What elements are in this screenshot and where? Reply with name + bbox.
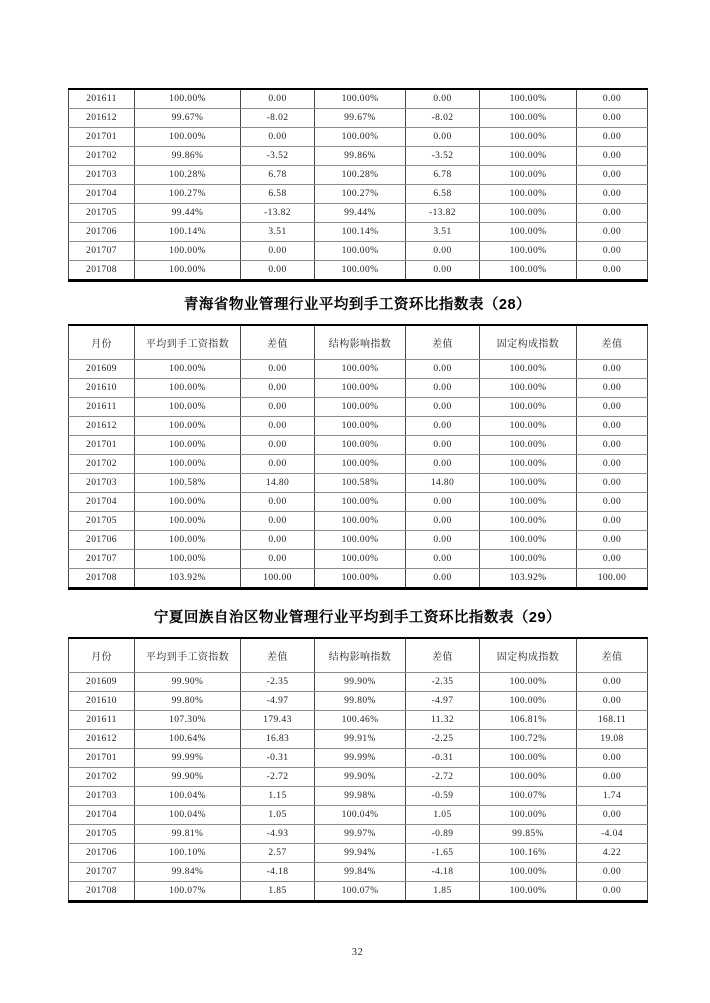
value-cell: 0.00 <box>241 531 315 550</box>
value-cell: 100.00 <box>577 569 648 589</box>
value-cell: 100.00% <box>480 128 577 147</box>
value-cell: 1.85 <box>406 882 480 902</box>
table-row <box>69 493 648 512</box>
column-header: 差值 <box>241 325 315 360</box>
table-row <box>69 242 648 261</box>
value-cell: 100.00% <box>480 550 577 569</box>
ningxia-table-title: 宁夏回族自治区物业管理行业平均到手工资环比指数表（29） <box>153 610 562 626</box>
value-cell: -8.02 <box>241 109 315 128</box>
value-cell: 14.80 <box>241 474 315 493</box>
value-cell: 103.92% <box>480 569 577 589</box>
month-cell: 201701 <box>69 749 135 768</box>
month-cell: 201611 <box>69 398 135 417</box>
value-cell: 0.00 <box>406 360 480 379</box>
month-cell: 201706 <box>69 531 135 550</box>
value-cell: 0.00 <box>406 512 480 531</box>
column-header: 结构影响指数 <box>315 638 406 673</box>
value-cell: 99.91% <box>315 730 406 749</box>
value-cell: 0.00 <box>406 242 480 261</box>
month-cell: 201704 <box>69 493 135 512</box>
month-cell: 201703 <box>69 474 135 493</box>
month-cell: 201610 <box>69 379 135 398</box>
month-cell: 201707 <box>69 550 135 569</box>
value-cell: -1.65 <box>406 844 480 863</box>
month-cell: 201609 <box>69 360 135 379</box>
value-cell: 100.00% <box>135 261 241 281</box>
value-cell: -2.35 <box>241 673 315 692</box>
table-row <box>69 474 648 493</box>
value-cell: 0.00 <box>241 512 315 531</box>
value-cell: 100.07% <box>480 787 577 806</box>
value-cell: 100.27% <box>135 185 241 204</box>
value-cell: 103.92% <box>135 569 241 589</box>
value-cell: 100.00% <box>315 417 406 436</box>
value-cell: 0.00 <box>577 512 648 531</box>
value-cell: 99.90% <box>135 768 241 787</box>
value-cell: 100.00% <box>315 242 406 261</box>
value-cell: 0.00 <box>406 493 480 512</box>
column-header: 差值 <box>577 638 648 673</box>
value-cell: 6.58 <box>406 185 480 204</box>
value-cell: 1.05 <box>406 806 480 825</box>
table-row <box>69 806 648 825</box>
value-cell: 100.00% <box>135 493 241 512</box>
value-cell: 100.00% <box>480 417 577 436</box>
value-cell: 3.51 <box>406 223 480 242</box>
value-cell: 99.67% <box>135 109 241 128</box>
value-cell: 100.58% <box>135 474 241 493</box>
month-cell: 201609 <box>69 673 135 692</box>
value-cell: 100.00% <box>480 166 577 185</box>
value-cell: 100.00% <box>135 550 241 569</box>
value-cell: 99.90% <box>135 673 241 692</box>
value-cell: 100.00% <box>135 531 241 550</box>
value-cell: 100.00% <box>480 109 577 128</box>
value-cell: 0.00 <box>406 417 480 436</box>
value-cell: 0.00 <box>577 360 648 379</box>
value-cell: 0.00 <box>577 147 648 166</box>
value-cell: 0.00 <box>406 261 480 281</box>
table-row <box>69 768 648 787</box>
value-cell: 100.28% <box>315 166 406 185</box>
value-cell: 100.00% <box>480 261 577 281</box>
value-cell: 100.00% <box>480 806 577 825</box>
value-cell: 100.00% <box>480 749 577 768</box>
value-cell: 100.00% <box>480 673 577 692</box>
value-cell: 0.00 <box>241 379 315 398</box>
month-cell: 201708 <box>69 569 135 589</box>
table-row <box>69 749 648 768</box>
value-cell: 0.00 <box>577 673 648 692</box>
table-row <box>69 569 648 589</box>
table-row <box>69 673 648 692</box>
value-cell: 0.00 <box>241 398 315 417</box>
value-cell: 16.83 <box>241 730 315 749</box>
page-content <box>68 0 647 958</box>
value-cell: -13.82 <box>241 204 315 223</box>
value-cell: 0.00 <box>406 569 480 589</box>
month-cell: 201708 <box>69 261 135 281</box>
value-cell: 100.64% <box>135 730 241 749</box>
month-cell: 201611 <box>69 711 135 730</box>
value-cell: 100.00% <box>135 89 241 109</box>
value-cell: 99.90% <box>315 768 406 787</box>
value-cell: 100.00% <box>480 882 577 902</box>
value-cell: 100.00% <box>480 185 577 204</box>
value-cell: 0.00 <box>577 493 648 512</box>
value-cell: 6.58 <box>241 185 315 204</box>
table-row <box>69 223 648 242</box>
table-row <box>69 89 648 109</box>
value-cell: 100.00% <box>480 223 577 242</box>
table-row <box>69 787 648 806</box>
value-cell: 0.00 <box>577 417 648 436</box>
value-cell: 100.00% <box>315 493 406 512</box>
month-cell: 201705 <box>69 512 135 531</box>
value-cell: 100.00% <box>315 379 406 398</box>
value-cell: 100.27% <box>315 185 406 204</box>
value-cell: 179.43 <box>241 711 315 730</box>
value-cell: 1.74 <box>577 787 648 806</box>
table-row <box>69 512 648 531</box>
month-cell: 201612 <box>69 109 135 128</box>
month-cell: 201612 <box>69 417 135 436</box>
value-cell: -3.52 <box>241 147 315 166</box>
value-cell: 100.00% <box>315 531 406 550</box>
value-cell: 100.07% <box>135 882 241 902</box>
value-cell: -4.93 <box>241 825 315 844</box>
value-cell: 100.58% <box>315 474 406 493</box>
value-cell: 107.30% <box>135 711 241 730</box>
value-cell: 0.00 <box>241 261 315 281</box>
value-cell: 100.72% <box>480 730 577 749</box>
value-cell: 100.00% <box>315 455 406 474</box>
value-cell: 0.00 <box>577 474 648 493</box>
column-header: 平均到手工资指数 <box>135 638 241 673</box>
value-cell: 99.99% <box>135 749 241 768</box>
value-cell: 0.00 <box>577 379 648 398</box>
value-cell: 100.28% <box>135 166 241 185</box>
value-cell: 100.46% <box>315 711 406 730</box>
value-cell: 0.00 <box>406 128 480 147</box>
value-cell: 0.00 <box>241 360 315 379</box>
value-cell: 100.00% <box>480 360 577 379</box>
value-cell: 99.97% <box>315 825 406 844</box>
value-cell: 0.00 <box>406 398 480 417</box>
value-cell: 100.00% <box>135 398 241 417</box>
value-cell: 0.00 <box>577 455 648 474</box>
value-cell: 100.00% <box>135 417 241 436</box>
month-cell: 201705 <box>69 204 135 223</box>
value-cell: 0.00 <box>577 166 648 185</box>
value-cell: -8.02 <box>406 109 480 128</box>
value-cell: 100.00% <box>135 455 241 474</box>
value-cell: 0.00 <box>577 109 648 128</box>
month-cell: 201708 <box>69 882 135 902</box>
value-cell: 106.81% <box>480 711 577 730</box>
value-cell: 0.00 <box>241 550 315 569</box>
value-cell: 1.15 <box>241 787 315 806</box>
value-cell: 1.05 <box>241 806 315 825</box>
table-row <box>69 455 648 474</box>
value-cell: 100.04% <box>315 806 406 825</box>
value-cell: 0.00 <box>241 128 315 147</box>
value-cell: -13.82 <box>406 204 480 223</box>
month-cell: 201706 <box>69 844 135 863</box>
month-cell: 201701 <box>69 128 135 147</box>
value-cell: 100.00% <box>480 436 577 455</box>
value-cell: 100.14% <box>135 223 241 242</box>
value-cell: 0.00 <box>406 531 480 550</box>
month-cell: 201706 <box>69 223 135 242</box>
table-row <box>69 185 648 204</box>
month-cell: 201702 <box>69 455 135 474</box>
column-header: 平均到手工资指数 <box>135 325 241 360</box>
month-cell: 201704 <box>69 185 135 204</box>
value-cell: -0.31 <box>406 749 480 768</box>
value-cell: -4.18 <box>241 863 315 882</box>
value-cell: 0.00 <box>241 436 315 455</box>
value-cell: 99.84% <box>315 863 406 882</box>
value-cell: 100.00% <box>480 242 577 261</box>
value-cell: 99.80% <box>135 692 241 711</box>
table-row <box>69 379 648 398</box>
value-cell: 99.99% <box>315 749 406 768</box>
value-cell: 100.00% <box>135 242 241 261</box>
value-cell: 0.00 <box>577 806 648 825</box>
table-row <box>69 398 648 417</box>
table-row <box>69 882 648 902</box>
value-cell: 1.85 <box>241 882 315 902</box>
column-header: 结构影响指数 <box>315 325 406 360</box>
value-cell: 100.00% <box>480 493 577 512</box>
value-cell: 100.00% <box>135 128 241 147</box>
value-cell: 100.00% <box>315 261 406 281</box>
value-cell: 99.81% <box>135 825 241 844</box>
table-header-row <box>69 325 648 360</box>
month-cell: 201703 <box>69 787 135 806</box>
month-cell: 201704 <box>69 806 135 825</box>
table-row <box>69 147 648 166</box>
value-cell: 100.00% <box>480 692 577 711</box>
value-cell: 100.00% <box>480 768 577 787</box>
table-row <box>69 109 648 128</box>
column-header: 差值 <box>406 325 480 360</box>
value-cell: 100.04% <box>135 806 241 825</box>
value-cell: 100.00% <box>480 531 577 550</box>
value-cell: 99.98% <box>315 787 406 806</box>
table-row <box>69 711 648 730</box>
value-cell: 0.00 <box>241 242 315 261</box>
value-cell: -2.72 <box>241 768 315 787</box>
value-cell: 0.00 <box>577 531 648 550</box>
column-header: 月份 <box>69 638 135 673</box>
value-cell: -4.18 <box>406 863 480 882</box>
value-cell: 0.00 <box>577 398 648 417</box>
table-row <box>69 531 648 550</box>
value-cell: 100.00% <box>315 569 406 589</box>
value-cell: 0.00 <box>241 89 315 109</box>
value-cell: 0.00 <box>406 379 480 398</box>
value-cell: 0.00 <box>577 261 648 281</box>
value-cell: 100.00% <box>315 360 406 379</box>
value-cell: 100.14% <box>315 223 406 242</box>
qinghai-wage-index-table <box>68 324 648 590</box>
value-cell: 0.00 <box>406 455 480 474</box>
value-cell: 0.00 <box>577 204 648 223</box>
month-cell: 201707 <box>69 863 135 882</box>
value-cell: 0.00 <box>406 436 480 455</box>
value-cell: -2.25 <box>406 730 480 749</box>
page-number: 32 <box>351 947 364 958</box>
value-cell: 100.16% <box>480 844 577 863</box>
value-cell: 100.00% <box>315 512 406 531</box>
value-cell: -4.04 <box>577 825 648 844</box>
value-cell: 99.85% <box>480 825 577 844</box>
value-cell: 0.00 <box>241 417 315 436</box>
value-cell: 99.80% <box>315 692 406 711</box>
value-cell: -4.97 <box>406 692 480 711</box>
value-cell: 0.00 <box>577 749 648 768</box>
column-header: 固定构成指数 <box>480 638 577 673</box>
value-cell: 99.44% <box>315 204 406 223</box>
table-row <box>69 825 648 844</box>
value-cell: 100.00% <box>480 512 577 531</box>
value-cell: 6.78 <box>406 166 480 185</box>
value-cell: 100.00% <box>480 455 577 474</box>
month-cell: 201611 <box>69 89 135 109</box>
value-cell: 99.44% <box>135 204 241 223</box>
value-cell: 100.00% <box>315 550 406 569</box>
month-cell: 201610 <box>69 692 135 711</box>
value-cell: 4.22 <box>577 844 648 863</box>
value-cell: 6.78 <box>241 166 315 185</box>
value-cell: 0.00 <box>241 493 315 512</box>
value-cell: 100.00% <box>135 436 241 455</box>
value-cell: 100.00% <box>480 204 577 223</box>
value-cell: 100.00% <box>135 512 241 531</box>
wage-index-table-continued <box>68 88 648 282</box>
value-cell: 11.32 <box>406 711 480 730</box>
value-cell: 0.00 <box>577 128 648 147</box>
table-row <box>69 166 648 185</box>
value-cell: 0.00 <box>577 436 648 455</box>
value-cell: 100.00% <box>315 89 406 109</box>
column-header: 差值 <box>577 325 648 360</box>
month-cell: 201701 <box>69 436 135 455</box>
table-row <box>69 730 648 749</box>
value-cell: 14.80 <box>406 474 480 493</box>
value-cell: 19.08 <box>577 730 648 749</box>
value-cell: 0.00 <box>577 692 648 711</box>
value-cell: 100.00% <box>315 436 406 455</box>
value-cell: 100.00 <box>241 569 315 589</box>
table-row <box>69 844 648 863</box>
month-cell: 201702 <box>69 768 135 787</box>
value-cell: 0.00 <box>577 242 648 261</box>
value-cell: 0.00 <box>241 455 315 474</box>
table-row <box>69 417 648 436</box>
value-cell: 100.00% <box>480 379 577 398</box>
value-cell: 168.11 <box>577 711 648 730</box>
column-header: 差值 <box>241 638 315 673</box>
value-cell: -0.59 <box>406 787 480 806</box>
table-row <box>69 436 648 455</box>
value-cell: 100.00% <box>480 89 577 109</box>
column-header: 月份 <box>69 325 135 360</box>
value-cell: 0.00 <box>577 768 648 787</box>
value-cell: 100.10% <box>135 844 241 863</box>
value-cell: 100.00% <box>480 474 577 493</box>
month-cell: 201703 <box>69 166 135 185</box>
value-cell: 99.84% <box>135 863 241 882</box>
month-cell: 201707 <box>69 242 135 261</box>
month-cell: 201705 <box>69 825 135 844</box>
value-cell: 0.00 <box>577 550 648 569</box>
table-row <box>69 128 648 147</box>
ningxia-wage-index-table <box>68 637 648 903</box>
column-header: 固定构成指数 <box>480 325 577 360</box>
value-cell: -4.97 <box>241 692 315 711</box>
value-cell: -2.72 <box>406 768 480 787</box>
value-cell: 100.04% <box>135 787 241 806</box>
qinghai-table-title: 青海省物业管理行业平均到手工资环比指数表（28） <box>183 297 532 313</box>
value-cell: 99.67% <box>315 109 406 128</box>
table-row <box>69 863 648 882</box>
value-cell: 3.51 <box>241 223 315 242</box>
value-cell: 100.00% <box>480 863 577 882</box>
value-cell: -0.89 <box>406 825 480 844</box>
month-cell: 201612 <box>69 730 135 749</box>
value-cell: 100.00% <box>135 379 241 398</box>
value-cell: 0.00 <box>577 882 648 902</box>
value-cell: 0.00 <box>406 550 480 569</box>
value-cell: 99.94% <box>315 844 406 863</box>
value-cell: 100.00% <box>480 398 577 417</box>
value-cell: 99.90% <box>315 673 406 692</box>
value-cell: 0.00 <box>406 89 480 109</box>
value-cell: 100.00% <box>135 360 241 379</box>
table-row <box>69 204 648 223</box>
table-row <box>69 360 648 379</box>
table-row <box>69 550 648 569</box>
table-row <box>69 261 648 281</box>
value-cell: 0.00 <box>577 89 648 109</box>
column-header: 差值 <box>406 638 480 673</box>
value-cell: 100.07% <box>315 882 406 902</box>
value-cell: 0.00 <box>577 185 648 204</box>
table-row <box>69 692 648 711</box>
value-cell: 100.00% <box>480 147 577 166</box>
value-cell: 0.00 <box>577 223 648 242</box>
value-cell: -0.31 <box>241 749 315 768</box>
value-cell: 100.00% <box>315 398 406 417</box>
value-cell: 100.00% <box>315 128 406 147</box>
value-cell: -3.52 <box>406 147 480 166</box>
table-header-row <box>69 638 648 673</box>
value-cell: 0.00 <box>577 863 648 882</box>
value-cell: 99.86% <box>135 147 241 166</box>
month-cell: 201702 <box>69 147 135 166</box>
value-cell: 99.86% <box>315 147 406 166</box>
value-cell: 2.57 <box>241 844 315 863</box>
value-cell: -2.35 <box>406 673 480 692</box>
